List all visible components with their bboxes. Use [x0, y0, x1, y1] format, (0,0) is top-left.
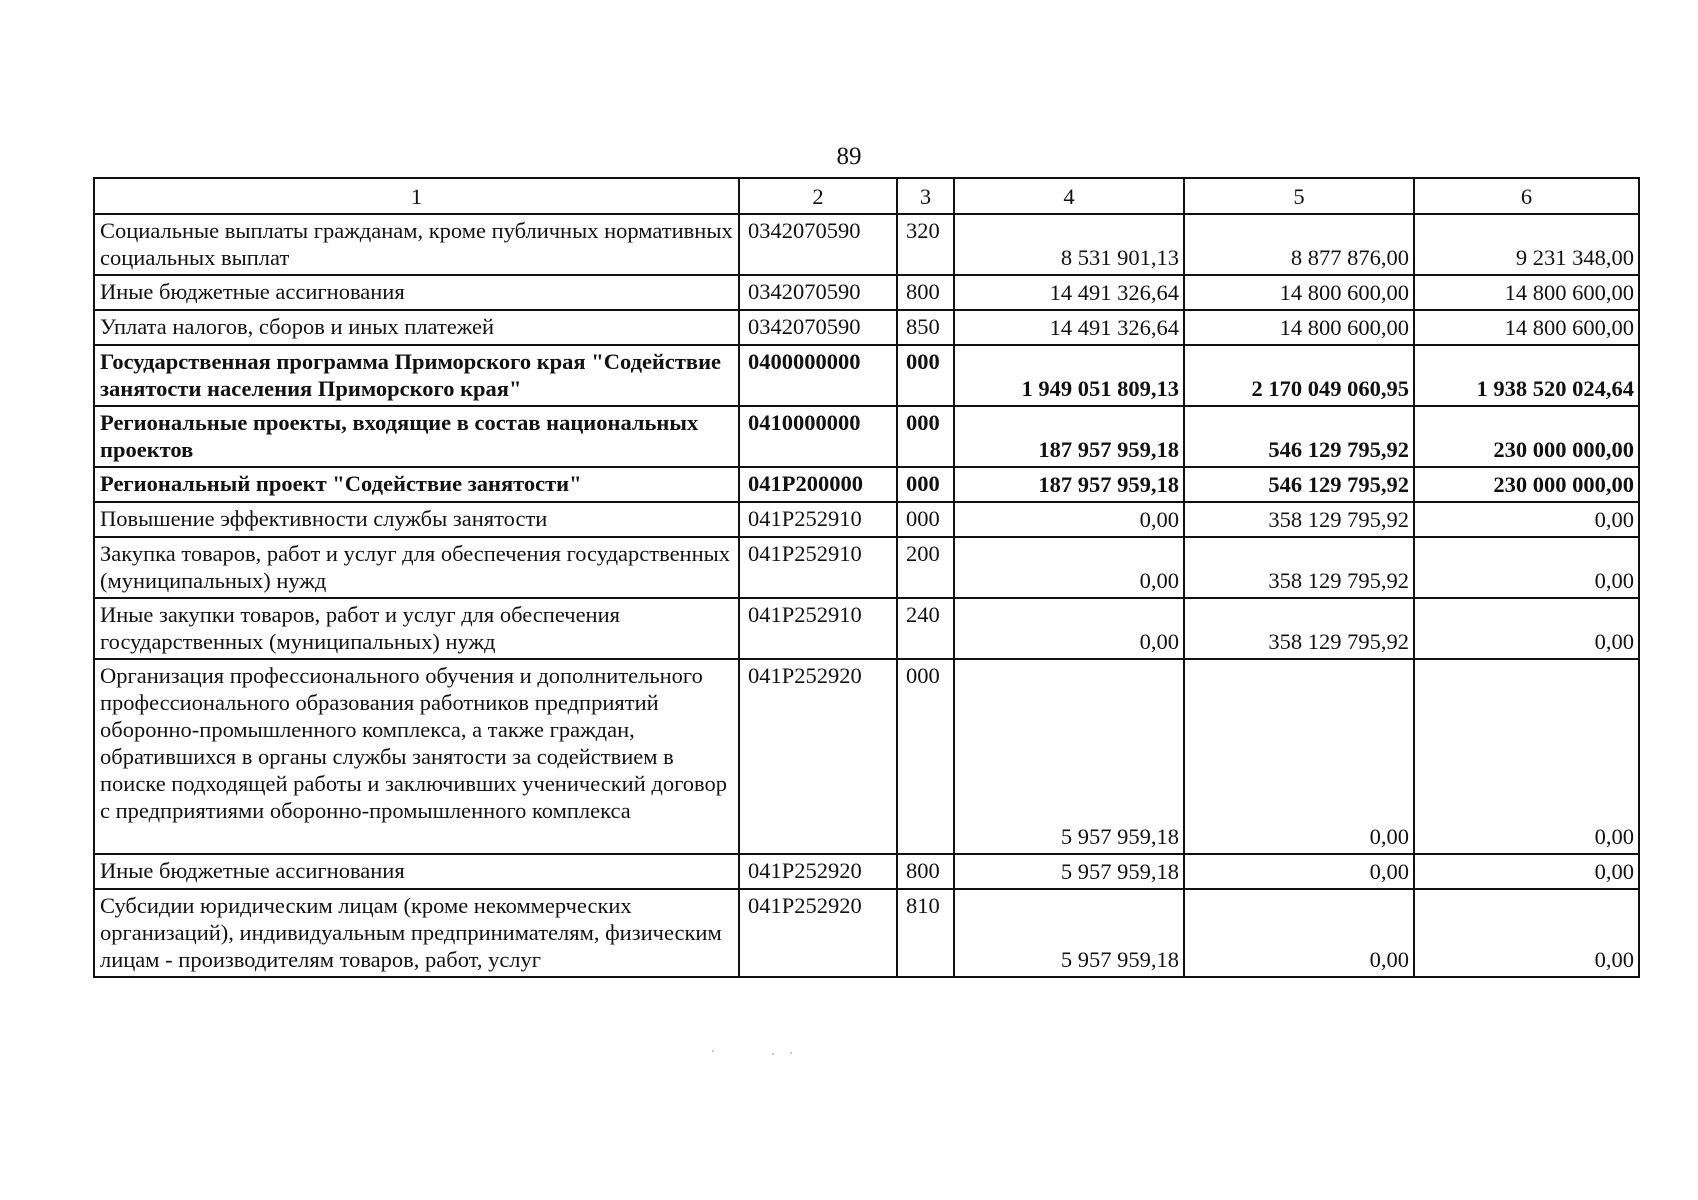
row-amount-col6-cell: 1 938 520 024,64 — [1414, 345, 1639, 406]
row-amount-col6-cell: 230 000 000,00 — [1414, 467, 1639, 502]
row-code-cell: 041P252910 — [739, 598, 897, 659]
row-code-cell: 0342070590 — [739, 310, 897, 345]
row-amount-col4-cell: 0,00 — [954, 537, 1184, 598]
row-name-cell: Организация профессионального обучения и дополнительного профессионального образования работников предприятий оборонно-промышленного комплекса, а также граждан, обратившихся в органы службы занятости за содействием в поиске подходящей работы и заключивших ученический договор с предприятиями оборонно-промышленного комплекса — [94, 659, 739, 854]
row-kind-cell: 000 — [897, 406, 954, 467]
row-kind-cell: 800 — [897, 854, 954, 889]
table-row — [94, 214, 1639, 275]
row-name-cell: Социальные выплаты гражданам, кроме публичных нормативных социальных выплат — [94, 214, 739, 275]
row-amount-col6-cell: 9 231 348,00 — [1414, 214, 1639, 275]
budget-table — [93, 177, 1640, 978]
row-amount-col6-cell: 0,00 — [1414, 598, 1639, 659]
row-amount-col6-cell: 0,00 — [1414, 537, 1639, 598]
table-row — [94, 598, 1639, 659]
table-row — [94, 467, 1639, 502]
row-kind-cell: 000 — [897, 345, 954, 406]
row-amount-col5-cell: 0,00 — [1184, 854, 1414, 889]
table-row — [94, 310, 1639, 345]
column-header-6: 6 — [1414, 178, 1639, 214]
row-amount-col6-cell: 0,00 — [1414, 854, 1639, 889]
column-header-5: 5 — [1184, 178, 1414, 214]
table-row — [94, 275, 1639, 310]
row-name-cell: Государственная программа Приморского края "Содействие занятости населения Приморского края" — [94, 345, 739, 406]
row-code-cell: 041P200000 — [739, 467, 897, 502]
row-amount-col6-cell: 0,00 — [1414, 502, 1639, 537]
row-amount-col5-cell: 0,00 — [1184, 889, 1414, 977]
row-name-cell: Региональные проекты, входящие в состав национальных проектов — [94, 406, 739, 467]
row-code-cell: 041P252920 — [739, 659, 897, 854]
row-amount-col4-cell: 5 957 959,18 — [954, 889, 1184, 977]
row-amount-col5-cell: 0,00 — [1184, 659, 1414, 854]
column-header-1: 1 — [94, 178, 739, 214]
row-code-cell: 041P252910 — [739, 537, 897, 598]
column-header-2: 2 — [739, 178, 897, 214]
table-row — [94, 659, 1639, 854]
row-code-cell: 041P252920 — [739, 854, 897, 889]
row-amount-col4-cell: 1 949 051 809,13 — [954, 345, 1184, 406]
scan-speck — [790, 1052, 792, 1054]
row-amount-col5-cell: 8 877 876,00 — [1184, 214, 1414, 275]
row-amount-col4-cell: 187 957 959,18 — [954, 406, 1184, 467]
table-row — [94, 502, 1639, 537]
row-amount-col4-cell: 8 531 901,13 — [954, 214, 1184, 275]
row-amount-col5-cell: 14 800 600,00 — [1184, 310, 1414, 345]
table-row — [94, 345, 1639, 406]
row-code-cell: 041P252920 — [739, 889, 897, 977]
row-code-cell: 0342070590 — [739, 214, 897, 275]
row-code-cell: 041P252910 — [739, 502, 897, 537]
scan-speck — [712, 1050, 714, 1052]
row-name-cell: Уплата налогов, сборов и иных платежей — [94, 310, 739, 345]
row-name-cell: Региональный проект "Содействие занятости" — [94, 467, 739, 502]
scan-speck — [772, 1053, 774, 1055]
row-kind-cell: 320 — [897, 214, 954, 275]
row-amount-col5-cell: 2 170 049 060,95 — [1184, 345, 1414, 406]
row-amount-col4-cell: 14 491 326,64 — [954, 275, 1184, 310]
row-amount-col5-cell: 546 129 795,92 — [1184, 406, 1414, 467]
row-kind-cell: 800 — [897, 275, 954, 310]
row-code-cell: 0410000000 — [739, 406, 897, 467]
row-amount-col4-cell: 5 957 959,18 — [954, 659, 1184, 854]
row-amount-col6-cell: 14 800 600,00 — [1414, 275, 1639, 310]
row-code-cell: 0400000000 — [739, 345, 897, 406]
row-amount-col6-cell: 14 800 600,00 — [1414, 310, 1639, 345]
row-amount-col4-cell: 5 957 959,18 — [954, 854, 1184, 889]
row-amount-col5-cell: 358 129 795,92 — [1184, 502, 1414, 537]
row-amount-col5-cell: 358 129 795,92 — [1184, 537, 1414, 598]
row-name-cell: Закупка товаров, работ и услуг для обеспечения государственных (муниципальных) нужд — [94, 537, 739, 598]
row-kind-cell: 810 — [897, 889, 954, 977]
row-kind-cell: 200 — [897, 537, 954, 598]
row-kind-cell: 000 — [897, 502, 954, 537]
column-header-3: 3 — [897, 178, 954, 214]
row-amount-col4-cell: 187 957 959,18 — [954, 467, 1184, 502]
row-name-cell: Иные закупки товаров, работ и услуг для обеспечения государственных (муниципальных) нужд — [94, 598, 739, 659]
row-amount-col5-cell: 546 129 795,92 — [1184, 467, 1414, 502]
table-row — [94, 537, 1639, 598]
row-kind-cell: 000 — [897, 467, 954, 502]
row-amount-col6-cell: 0,00 — [1414, 889, 1639, 977]
row-code-cell: 0342070590 — [739, 275, 897, 310]
row-name-cell: Субсидии юридическим лицам (кроме некоммерческих организаций), индивидуальным предпринимателям, физическим лицам - производителям товаров, работ, услуг — [94, 889, 739, 977]
row-kind-cell: 000 — [897, 659, 954, 854]
table-header-row — [94, 178, 1639, 214]
row-amount-col4-cell: 0,00 — [954, 502, 1184, 537]
row-amount-col6-cell: 0,00 — [1414, 659, 1639, 854]
page-number: 89 — [836, 143, 862, 170]
row-kind-cell: 240 — [897, 598, 954, 659]
row-amount-col6-cell: 230 000 000,00 — [1414, 406, 1639, 467]
row-amount-col5-cell: 14 800 600,00 — [1184, 275, 1414, 310]
column-header-4: 4 — [954, 178, 1184, 214]
row-name-cell: Повышение эффективности службы занятости — [94, 502, 739, 537]
row-kind-cell: 850 — [897, 310, 954, 345]
row-name-cell: Иные бюджетные ассигнования — [94, 275, 739, 310]
row-name-cell: Иные бюджетные ассигнования — [94, 854, 739, 889]
table-row — [94, 406, 1639, 467]
table-row — [94, 854, 1639, 889]
row-amount-col5-cell: 358 129 795,92 — [1184, 598, 1414, 659]
table-row — [94, 889, 1639, 977]
row-amount-col4-cell: 0,00 — [954, 598, 1184, 659]
row-amount-col4-cell: 14 491 326,64 — [954, 310, 1184, 345]
